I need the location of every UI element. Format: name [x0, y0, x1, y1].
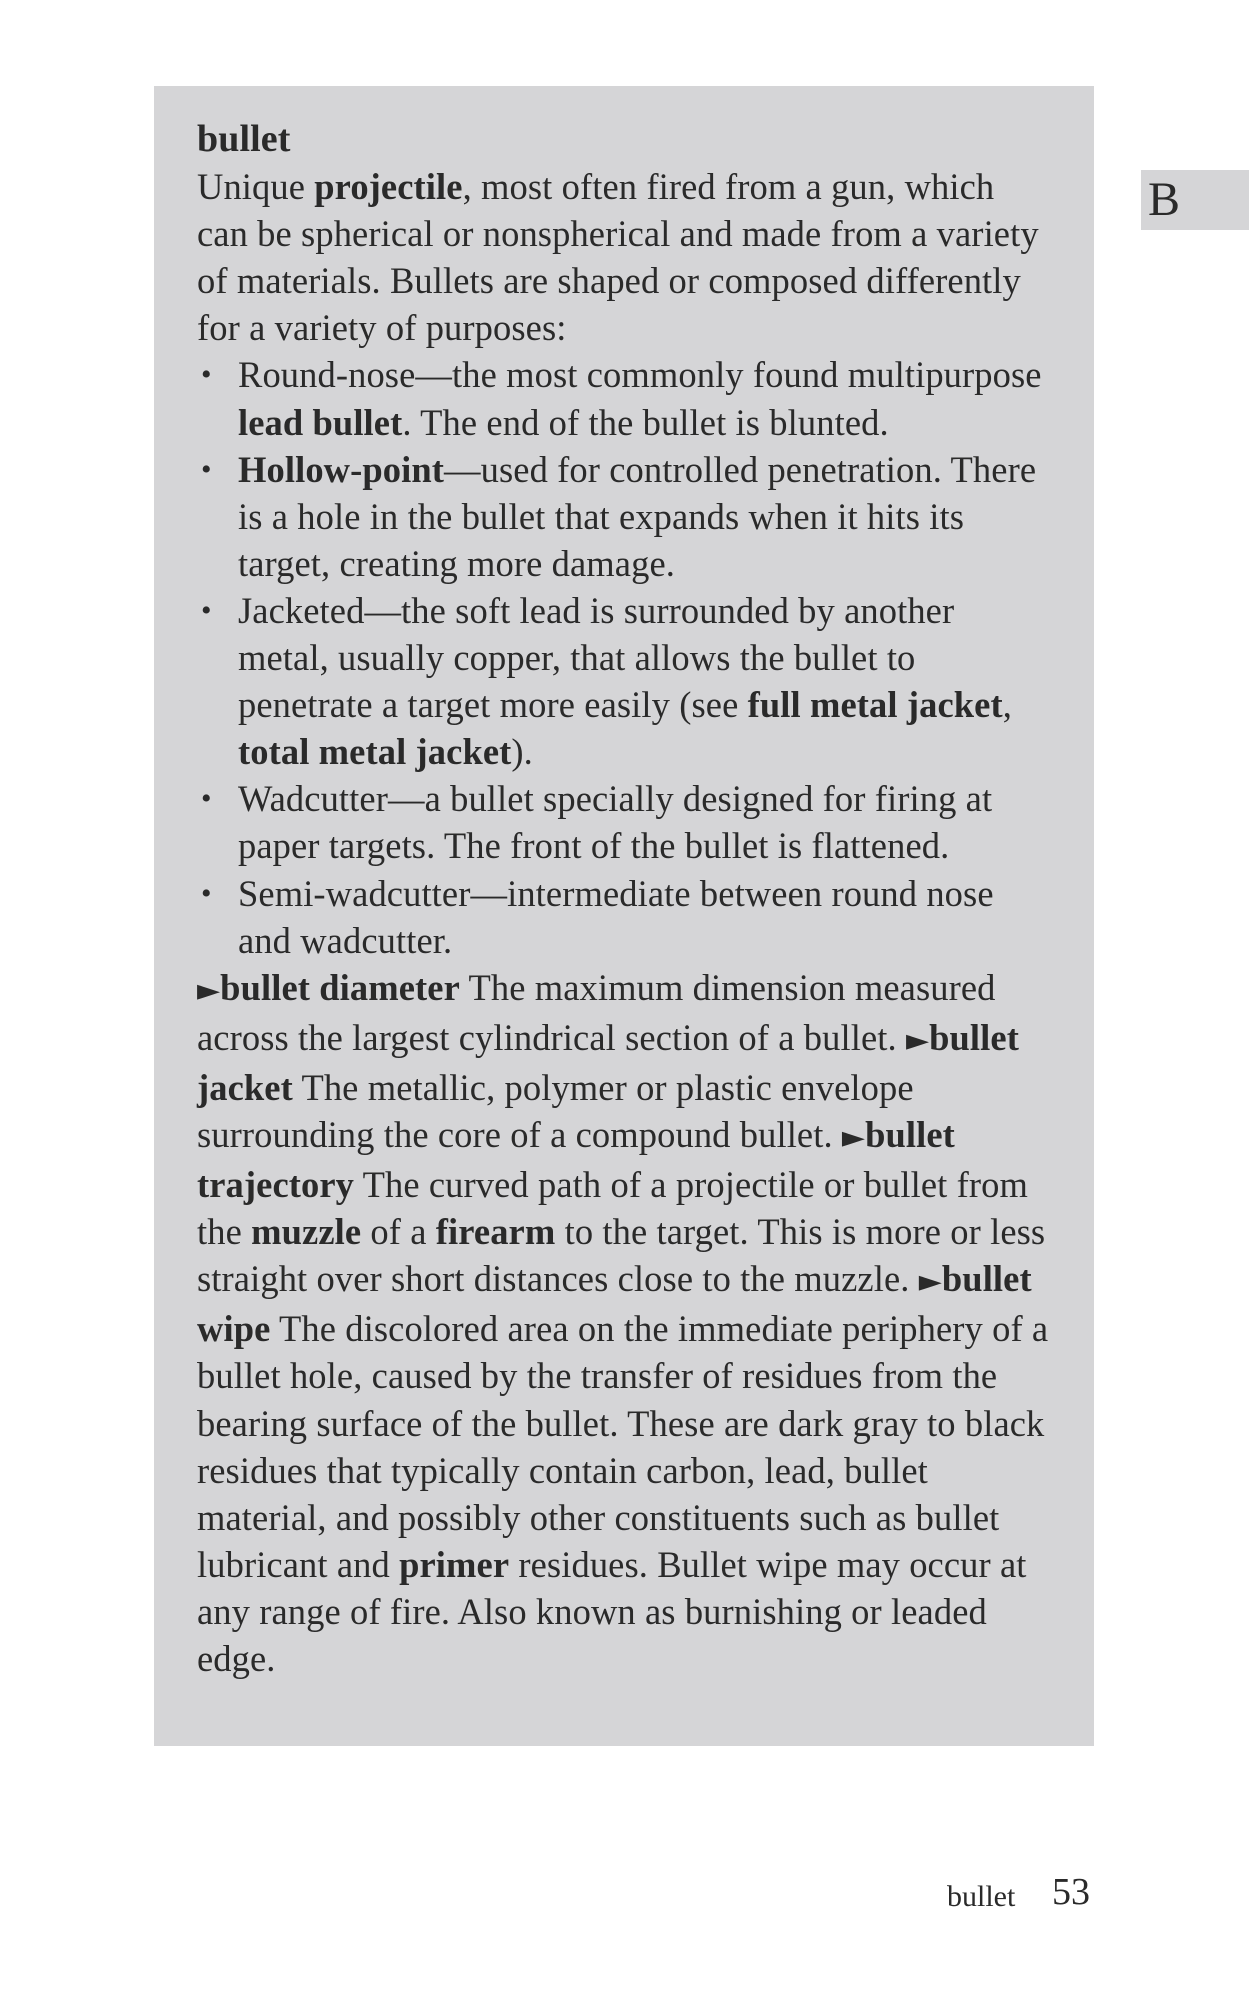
- arrow-icon: ►: [905, 1022, 930, 1058]
- subentry-text: of a: [361, 1211, 436, 1253]
- arrow-icon: ►: [197, 972, 221, 1008]
- subentry-term: bullet jacket: [197, 1016, 1019, 1108]
- definition-text: , most often fired from a gun, which can be spherical or nonspherical and made from a variety of materials. Bullets are shaped or composed differently for a variety of purposes:: [197, 166, 1039, 349]
- subentry-text: The discolored area on the immediate periphery of a bullet hole, caused by the transfer of residues from the bearing surface of the bullet. These are dark gray to black residues that typically contain carbon, lead, bullet material, and possibly other constituents such as bullet lubricant and: [197, 1308, 1049, 1585]
- dictionary-entry-box: [154, 86, 1094, 1746]
- list-item-text: Semi-wadcutter—intermediate between round nose and wadcutter.: [238, 872, 994, 961]
- definition-text: Unique: [197, 166, 315, 208]
- list-item: [197, 870, 1054, 964]
- arrow-icon: ►: [918, 1264, 942, 1300]
- subentry-text: The metallic, polymer or plastic envelope surrounding the core of a compound bullet.: [197, 1066, 914, 1155]
- entry-text: [197, 116, 1054, 1682]
- list-item-text: Jacketed—the soft lead is surrounded by another metal, usually copper, that allows the bullet to penetrate a target more easily (see: [238, 589, 955, 726]
- cross-reference: Hollow-point: [238, 448, 445, 490]
- arrow-icon: ►: [841, 1119, 866, 1155]
- headword: bullet: [197, 118, 291, 160]
- bullet-point-icon: •: [201, 452, 212, 486]
- bullet-point-icon: •: [201, 593, 212, 627]
- list-item: [197, 587, 1054, 775]
- list-item: [197, 775, 1054, 869]
- subentry-text: residues. Bullet wipe may occur at any range of fire. Also known as burnishing or leaded edge.: [197, 1543, 1027, 1679]
- list-item-text: Wadcutter—a bullet specially designed for firing at paper targets. The front of the bullet is flattened.: [238, 778, 993, 867]
- list-item: [197, 446, 1054, 587]
- running-head: bullet: [947, 1880, 1016, 1913]
- list-item-text: . The end of the bullet is blunted.: [402, 401, 889, 443]
- cross-reference: projectile: [314, 166, 463, 208]
- list-item-text: Round-nose—the most commonly found multipurpose: [238, 354, 1042, 396]
- subentry-term: bullet wipe: [197, 1258, 1032, 1350]
- list-item-text: —used for controlled penetration. There is a hole in the bullet that expands when it hits its target, creating more damage.: [238, 448, 1037, 584]
- subentries: [197, 964, 1054, 1682]
- subentry-term: bullet diameter: [220, 966, 460, 1008]
- bullet-point-icon: •: [201, 358, 212, 392]
- subentry-text: The maximum dimension measured across the largest cylindrical section of a bullet.: [197, 966, 996, 1058]
- letter-index-tab: B: [1141, 170, 1249, 230]
- subentry-term: bullet trajectory: [197, 1113, 955, 1206]
- definition: [197, 163, 1054, 351]
- page-number: 53: [1052, 1871, 1090, 1913]
- cross-reference: firearm: [435, 1211, 556, 1253]
- cross-reference: primer: [399, 1543, 510, 1585]
- cross-reference: full metal jacket: [747, 684, 1003, 726]
- cross-reference: total metal jacket: [238, 731, 512, 773]
- bullet-point-icon: •: [201, 876, 212, 910]
- cross-reference: lead bullet: [238, 401, 403, 443]
- list-item-text: ).: [511, 731, 533, 773]
- bullet-point-icon: •: [201, 782, 212, 816]
- list-item-text: ,: [1002, 684, 1012, 726]
- bullet-type-list: [197, 351, 1054, 963]
- subentry-text: The curved path of a projectile or bullet from the: [197, 1164, 1028, 1253]
- cross-reference: muzzle: [251, 1211, 362, 1253]
- subentry-text: to the target. This is more or less straight over short distances close to the muzzle.: [197, 1211, 1046, 1300]
- list-item: [197, 351, 1054, 445]
